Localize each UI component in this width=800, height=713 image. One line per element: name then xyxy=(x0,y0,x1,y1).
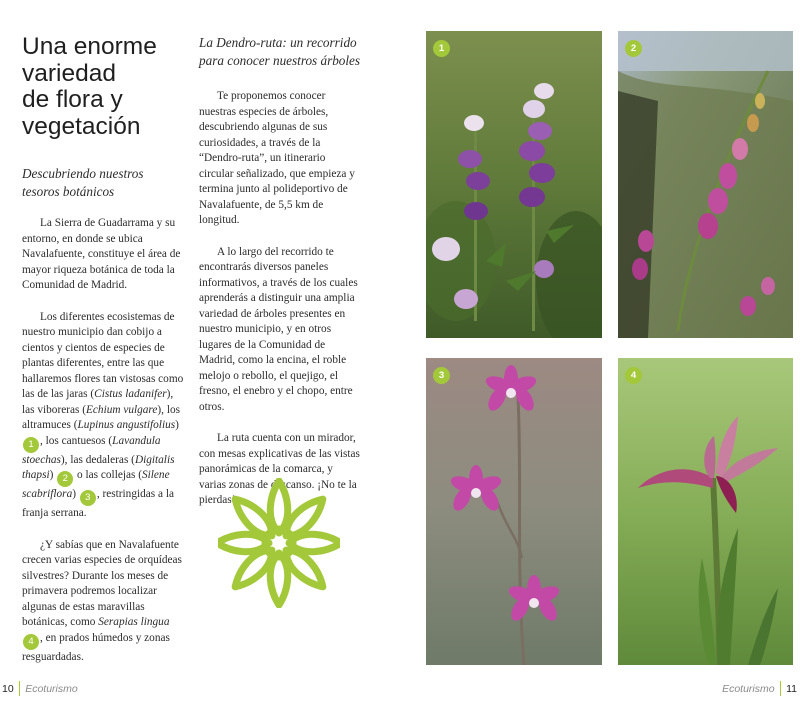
photo-badge-1: 1 xyxy=(433,40,450,57)
reference-badge-1: 1 xyxy=(23,437,39,453)
footer-right xyxy=(722,680,800,696)
paragraph-route-panels: A lo largo del recorrido te encontrarás diversos paneles informativos, a través de los cuales aprenderás a distinguir una amplia variedad de árboles presentes en nuestro municipio, y en otros lugares de la Comunidad de Madrid, como la encina, el roble melojo o rebollo, el quejigo, el fresno, el enebro y el chopo, entre otros. xyxy=(199,245,358,413)
page-number: 10 xyxy=(2,682,14,695)
lupinus-photo xyxy=(426,31,602,338)
section-subtitle-flora: Descubriendo nuestros tesoros botánicos xyxy=(22,166,144,199)
photo-badge-3: 3 xyxy=(433,367,450,384)
serapias-photo xyxy=(618,358,793,665)
reference-badge-3: 3 xyxy=(80,490,96,506)
column-right xyxy=(199,34,361,525)
footer-divider xyxy=(780,681,782,696)
photo-badge-2: 2 xyxy=(625,40,642,57)
paragraph-orchids: ¿Y sabías que en Navalafuente crecen varias especies de orquídeas silvestres? Durante los meses de primavera podremos localizar algunas de estas maravillas botánicas, como Serapias lingua 4 , en prados húmedos y zonas resguardadas. xyxy=(22,538,182,663)
flower-outline-icon xyxy=(218,478,340,608)
column-left xyxy=(22,165,184,681)
reference-badge-4: 4 xyxy=(23,634,39,650)
page-number: 11 xyxy=(786,682,797,695)
section-name: Ecoturismo xyxy=(25,682,78,695)
photo-badge-4: 4 xyxy=(625,367,642,384)
page-title: Una enorme variedad de flora y vegetación xyxy=(22,33,157,140)
digitalis-photo xyxy=(618,31,793,338)
paragraph-intro: La Sierra de Guadarrama y su entorno, en donde se ubica Navalafuente, constituye el área de mayor riqueza botánica de toda la Comunidad de Madrid. xyxy=(22,217,181,291)
footer-left xyxy=(0,680,78,696)
paragraph-route-intro: Te proponemos conocer nuestras especies de árboles, descubriendo algunas de sus curiosidades, a través de la “Dendro-ruta”, un itinerario circular señalizado, que empieza y termina junto al polideportivo de Navalafuente, de 5,5 km de longitud. xyxy=(199,90,355,226)
silene-photo xyxy=(426,358,602,665)
right-page xyxy=(400,0,800,713)
paragraph-species: Los diferentes ecosistemas de nuestro municipio dan cobijo a cientos y cientos de especies de plantas diferentes, entre las que hallaremos flores tan vistosas como las de las jaras (Cistus ladanifer), las viboreras (Echium vulgare), los altramuces (Lupinus angustifolius) 1 , los cantuesos (Lavandula stoechas), las dedaleras (Digitalis thapsi) 2 o las collejas (Silene scabriflora) 3 , restringidas a la franja serrana. xyxy=(22,310,184,519)
section-name: Ecoturismo xyxy=(722,682,775,695)
paragraph-route-viewpoint: La ruta cuenta con un mirador, con mesas explicativas de las vistas panorámicas de la comarca, y varias zonas de descanso. ¡No te la pierdas! xyxy=(199,432,360,506)
section-subtitle-dendroruta: La Dendro-ruta: un recorrido para conocer nuestros árboles xyxy=(199,35,361,68)
footer-divider xyxy=(19,681,21,696)
reference-badge-2: 2 xyxy=(57,471,73,487)
